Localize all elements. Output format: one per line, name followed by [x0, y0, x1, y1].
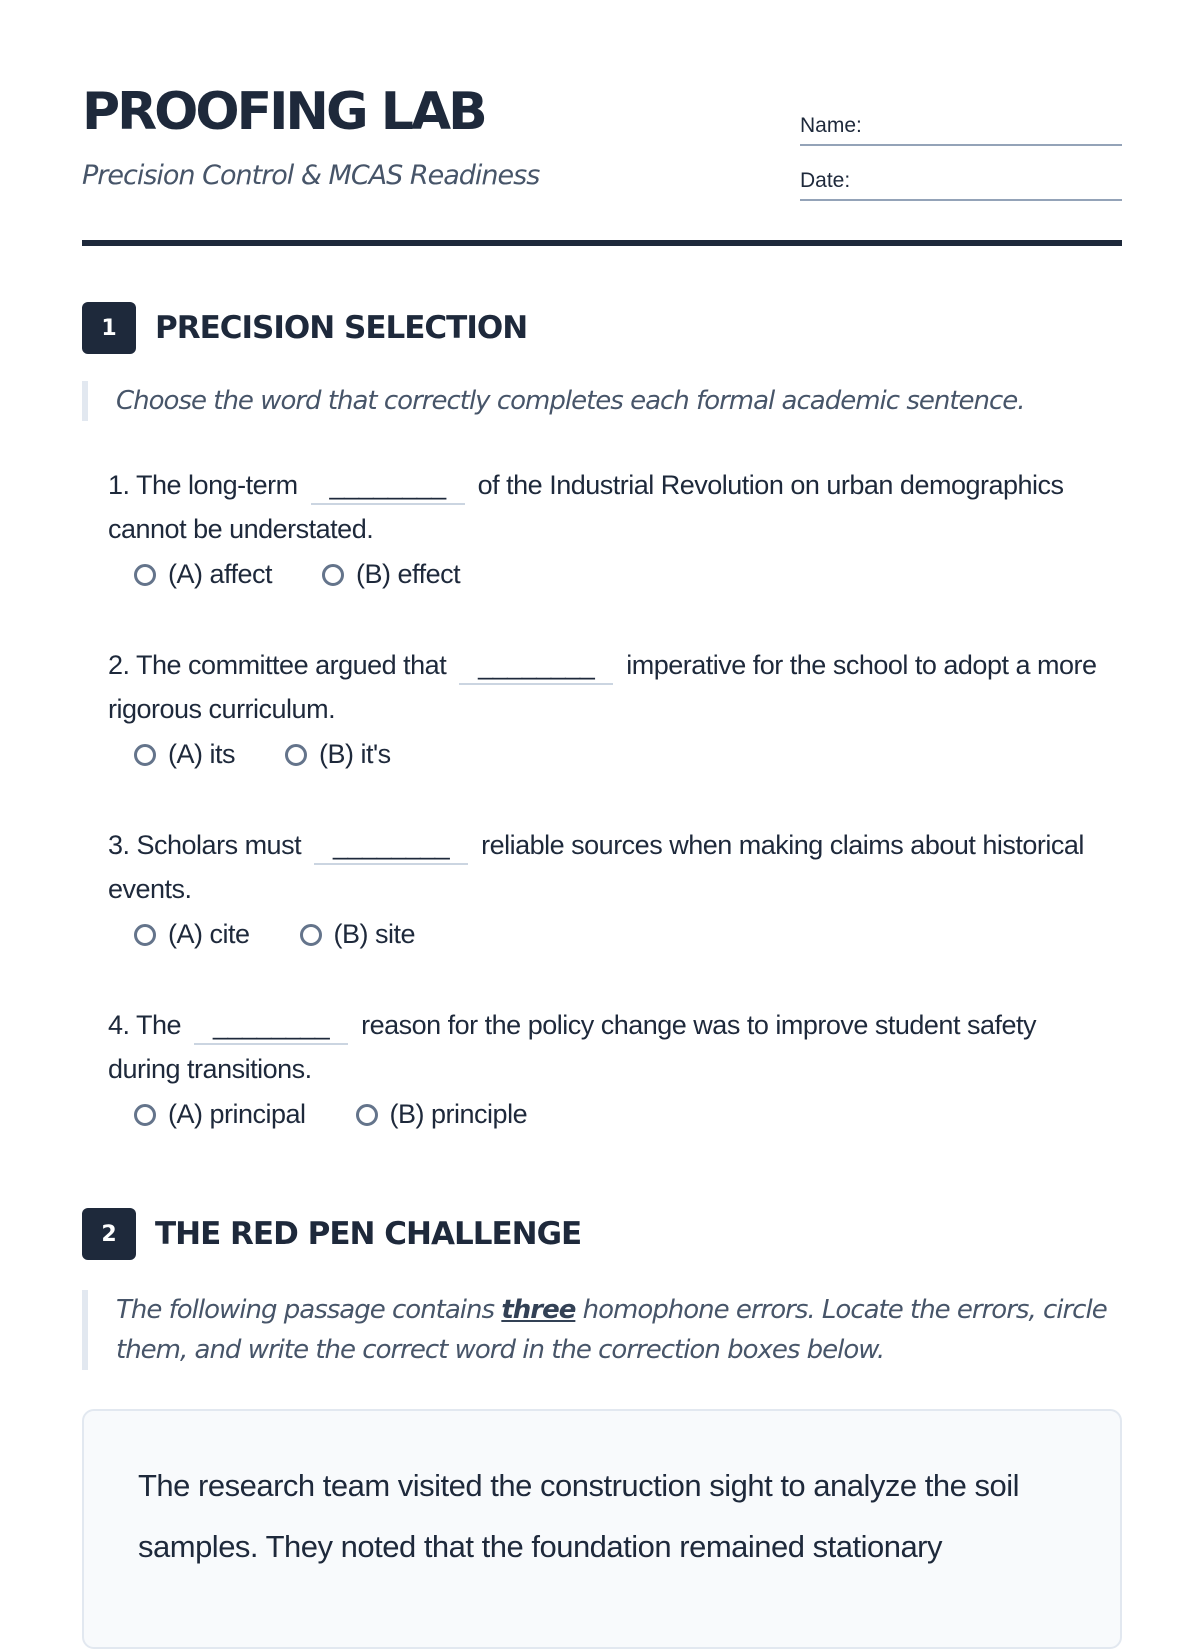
worksheet-title: PROOFING LAB — [82, 82, 485, 142]
question-1-after: of the Industrial Revolution on urban demographics cannot be understated. — [108, 470, 1064, 544]
question-4-options — [108, 1099, 1108, 1130]
question-1-option-a[interactable] — [134, 559, 272, 590]
date-label: Date: — [800, 169, 851, 192]
radio-icon[interactable] — [285, 744, 307, 766]
worksheet-page — [82, 0, 1122, 1600]
question-1-text — [108, 463, 1108, 551]
option-label: (A) cite — [168, 919, 250, 949]
radio-icon[interactable] — [134, 1104, 156, 1126]
question-2-option-a[interactable] — [134, 739, 235, 770]
question-3-after: reliable sources when making claims about historical events. — [108, 830, 1084, 904]
name-field[interactable] — [800, 104, 1122, 146]
section-2-instruction-emphasis: three — [501, 1295, 576, 1325]
name-label: Name: — [800, 114, 862, 137]
section-1-badge: 1 — [82, 302, 136, 354]
question-4-option-b[interactable] — [356, 1099, 528, 1130]
section-2-instruction-end: homophone errors. Locate the errors, circle them, and write the correct word in the correction boxes below. — [116, 1295, 1107, 1365]
question-3-before: 3. Scholars must — [108, 830, 302, 860]
question-2-before: 2. The committee argued that — [108, 650, 447, 680]
option-label: (B) principle — [389, 1099, 528, 1129]
radio-icon[interactable] — [134, 744, 156, 766]
worksheet-subtitle: Precision Control & MCAS Readiness — [82, 160, 540, 191]
question-3-option-a[interactable] — [134, 919, 250, 950]
section-1-instruction: Choose the word that correctly completes each formal academic sentence. — [82, 381, 1122, 421]
question-1 — [108, 463, 1108, 590]
option-label: (B) effect — [356, 559, 461, 589]
question-1-blank[interactable]: ________ — [311, 467, 465, 505]
question-2-blank[interactable]: ________ — [459, 647, 613, 685]
question-3-options — [108, 919, 1108, 950]
section-2-badge: 2 — [82, 1208, 136, 1260]
question-2-text — [108, 643, 1108, 731]
section-2-instruction — [82, 1290, 1122, 1370]
passage-text[interactable]: The research team visited the construction sight to analyze the soil samples. They noted that the foundation remained stationary — [138, 1468, 1019, 1564]
date-field[interactable] — [800, 159, 1122, 201]
radio-icon[interactable] — [134, 564, 156, 586]
question-1-option-b[interactable] — [322, 559, 460, 590]
question-2-options — [108, 739, 1108, 770]
question-3-blank[interactable]: ________ — [314, 827, 468, 865]
header-divider — [82, 240, 1122, 246]
question-2-option-b[interactable] — [285, 739, 391, 770]
question-1-before: 1. The long-term — [108, 470, 298, 500]
radio-icon[interactable] — [322, 564, 344, 586]
question-2-after: imperative for the school to adopt a more rigorous curriculum. — [108, 650, 1097, 724]
section-2-title: THE RED PEN CHALLENGE — [155, 1216, 582, 1252]
option-label: (A) principal — [168, 1099, 306, 1129]
radio-icon[interactable] — [300, 924, 322, 946]
option-label: (B) site — [333, 919, 416, 949]
question-4-option-a[interactable] — [134, 1099, 306, 1130]
section-1-title: PRECISION SELECTION — [155, 310, 528, 346]
option-label: (A) affect — [168, 559, 273, 589]
question-3-text — [108, 823, 1108, 911]
question-4-blank[interactable]: ________ — [194, 1007, 348, 1045]
question-4-before: 4. The — [108, 1010, 182, 1040]
question-4 — [108, 1003, 1108, 1130]
question-1-options — [108, 559, 1108, 590]
question-3-option-b[interactable] — [300, 919, 416, 950]
passage-box — [82, 1409, 1122, 1649]
question-4-after: reason for the policy change was to improve student safety during transitions. — [108, 1010, 1036, 1084]
radio-icon[interactable] — [356, 1104, 378, 1126]
question-2 — [108, 643, 1108, 770]
question-3 — [108, 823, 1108, 950]
radio-icon[interactable] — [134, 924, 156, 946]
option-label: (B) it's — [319, 739, 391, 769]
question-4-text — [108, 1003, 1108, 1091]
option-label: (A) its — [168, 739, 235, 769]
section-2-instruction-start: The following passage contains — [116, 1295, 502, 1325]
